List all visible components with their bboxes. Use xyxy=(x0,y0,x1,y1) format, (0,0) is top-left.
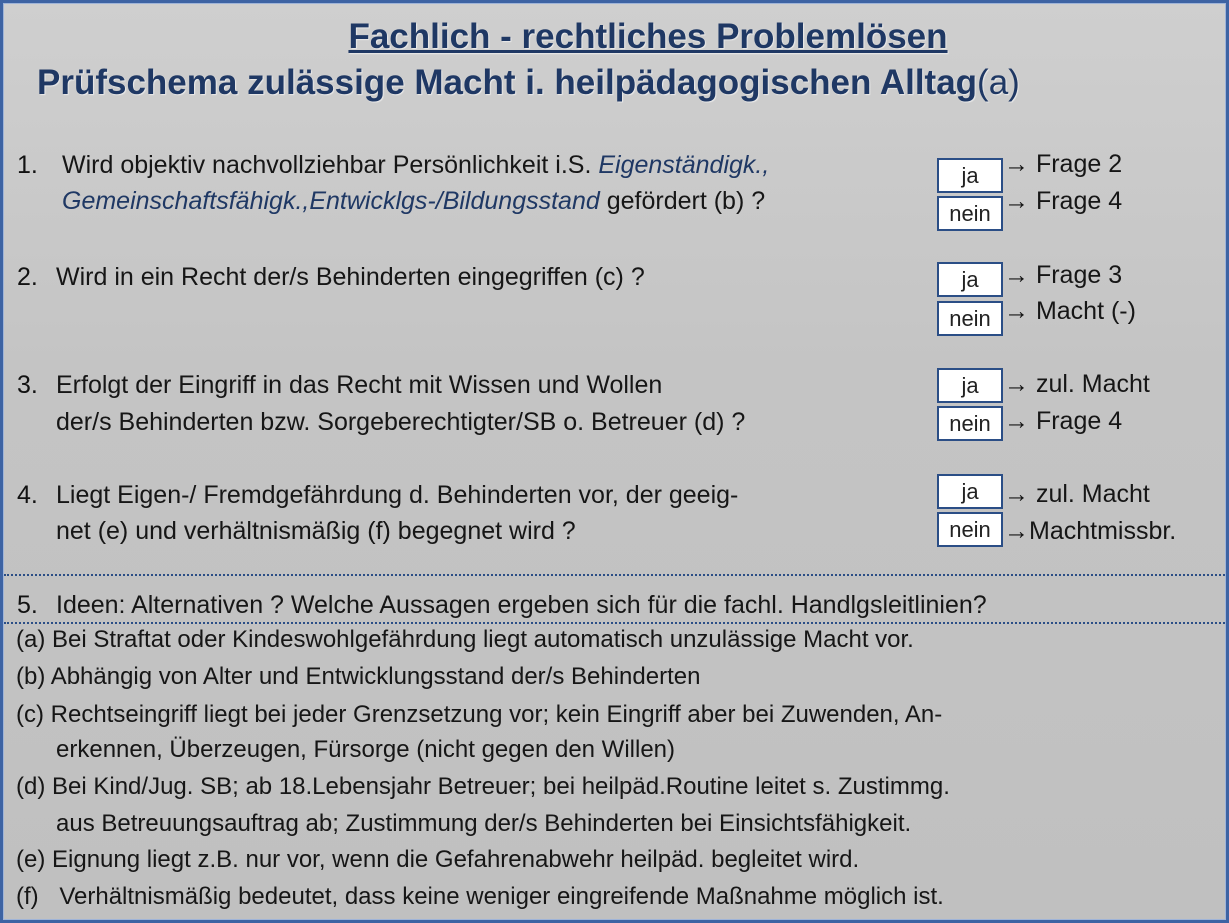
footnote-d-text-1: Bei Kind/Jug. SB; ab 18.Lebensjahr Betreuer; bei heilpäd.Routine leitet s. Zustimmg. xyxy=(52,773,950,800)
question-2-line-1: Wird in ein Recht der/s Behinderten eingegriffen (c) ? xyxy=(56,263,645,291)
title-line-2 xyxy=(37,63,1020,103)
question-4-no-box: nein xyxy=(937,512,1003,547)
question-5-text: Ideen: Alternativen ? Welche Aussagen ergeben sich für die fachl. Handlgsleitlinien? xyxy=(56,591,987,619)
title-line-1: Fachlich - rechtliches Problemlösen xyxy=(348,17,948,56)
question-4-yes-target: → zul. Macht xyxy=(1004,480,1150,508)
footnote-a xyxy=(16,626,914,654)
question-4-number: 4. xyxy=(17,481,38,509)
question-1-yes-target: → Frage 2 xyxy=(1004,150,1123,178)
footnote-a-text: Bei Straftat oder Kindeswohlgefährdung liegt automatisch unzulässige Macht vor. xyxy=(52,626,914,653)
question-1-no-box: nein xyxy=(937,196,1003,231)
title-line-2-suffix: (a) xyxy=(977,63,1020,102)
question-3-line-1: Erfolgt der Eingriff in das Recht mit Wissen und Wollen xyxy=(56,371,663,399)
footnote-c-text-2: erkennen, Überzeugen, Fürsorge (nicht gegen den Willen) xyxy=(56,736,676,763)
question-1-line-2-plain: gefördert (b) ? xyxy=(599,187,766,215)
question-2-no-box: nein xyxy=(937,301,1003,336)
footnote-d-text-2: aus Betreuungsauftrag ab; Zustimmung der/s Behinderten bei Einsichtsfähigkeit. xyxy=(56,810,912,837)
footnote-f xyxy=(16,883,944,911)
footnote-e-label: (e) xyxy=(16,846,46,873)
footnote-b xyxy=(16,663,700,691)
question-1-line-2 xyxy=(62,187,765,216)
footnote-c xyxy=(16,701,942,729)
title-line-2-main: Prüfschema zulässige Macht i. heilpädagogischen Alltag xyxy=(37,63,978,102)
question-2-yes-box: ja xyxy=(937,262,1003,297)
footnote-c-text-1: Rechtseingriff liegt bei jeder Grenzsetzung vor; kein Eingriff aber bei Zuwenden, An- xyxy=(50,701,943,728)
footnote-f-label: (f) xyxy=(16,883,39,910)
question-3-no-box: nein xyxy=(937,406,1003,441)
question-5-number: 5. xyxy=(17,591,38,619)
footnote-b-text: Abhängig von Alter und Entwicklungsstand der/s Behinderten xyxy=(50,663,701,690)
footnote-e xyxy=(16,846,859,874)
footnote-a-label: (a) xyxy=(16,626,46,653)
question-3-number: 3. xyxy=(17,371,38,399)
footnote-c-label: (c) xyxy=(16,701,44,728)
question-1-number: 1. xyxy=(17,151,38,179)
separator-top xyxy=(4,574,1225,576)
footnote-e-text: Eignung liegt z.B. nur vor, wenn die Gefahrenabwehr heilpäd. begleitet wird. xyxy=(52,846,860,873)
footnote-b-label: (b) xyxy=(16,663,46,690)
footnote-d xyxy=(16,773,950,801)
question-3-no-target: → Frage 4 xyxy=(1004,407,1123,435)
question-4-no-target: →Machtmissbr. xyxy=(1004,517,1177,545)
question-3-yes-box: ja xyxy=(937,368,1003,403)
slide xyxy=(3,3,1226,920)
question-1-line-1 xyxy=(62,151,769,180)
question-2-number: 2. xyxy=(17,263,38,291)
footnote-f-text: Verhältnismäßig bedeutet, dass keine weniger eingreifende Maßnahme möglich ist. xyxy=(59,883,944,910)
footnote-d-label: (d) xyxy=(16,773,46,800)
question-2-yes-target: → Frage 3 xyxy=(1004,261,1123,289)
question-3-line-2: der/s Behinderten bzw. Sorgeberechtigter/SB o. Betreuer (d) ? xyxy=(56,408,746,436)
question-1-yes-box: ja xyxy=(937,158,1003,193)
question-4-yes-box: ja xyxy=(937,474,1003,509)
question-4-line-1: Liegt Eigen-/ Fremdgefährdung d. Behinderten vor, der geeig- xyxy=(56,481,739,509)
question-1-line-1-plain: Wird objektiv nachvollziehbar Persönlichkeit i.S. xyxy=(62,151,599,179)
question-1-no-target: → Frage 4 xyxy=(1004,187,1123,215)
question-2-no-target: → Macht (-) xyxy=(1004,297,1136,325)
question-1-line-2-italic: Gemeinschaftsfähigk.,Entwicklgs-/Bildungsstand xyxy=(62,187,600,215)
question-1-line-1-italic: Eigenständigk., xyxy=(598,151,770,179)
question-4-line-2: net (e) und verhältnismäßig (f) begegnet wird ? xyxy=(56,517,576,545)
question-3-yes-target: → zul. Macht xyxy=(1004,370,1150,398)
separator-bottom xyxy=(4,622,1225,624)
